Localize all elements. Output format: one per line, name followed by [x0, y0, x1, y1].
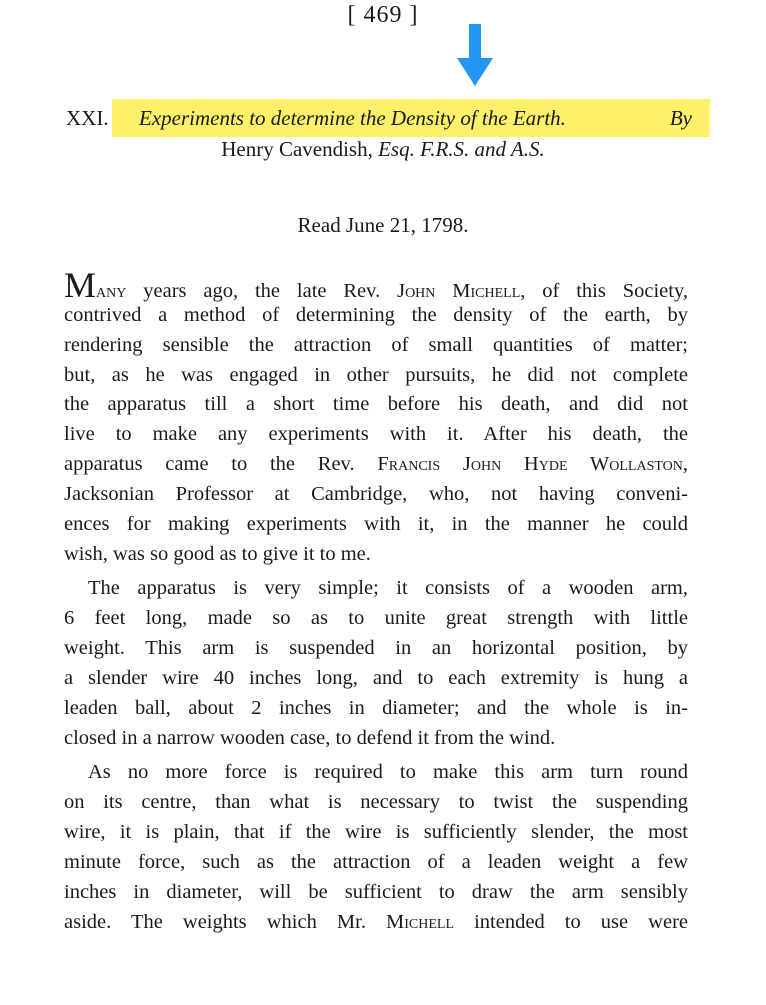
- text-line: wire, it is plain, that if the wire is sufficiently slender, the most: [64, 821, 688, 843]
- text-line: apparatus came to the Rev. Francis John Hyde Wollaston,: [64, 453, 688, 475]
- article-title: Experiments to determine the Density of the Earth.: [139, 106, 566, 130]
- text-line: Many years ago, the late Rev. John Michell, of this Society,: [64, 265, 689, 305]
- text-line: rendering sensible the attraction of small quantities of matter;: [64, 334, 688, 356]
- text-line: leaden ball, about 2 inches in diameter; and the whole is in-: [64, 697, 688, 719]
- article-heading: [66, 99, 690, 137]
- text-line: on its centre, than what is necessary to twist the suspending: [64, 791, 688, 813]
- person-name: Michell: [386, 911, 455, 933]
- text-line: closed in a narrow wooden case, to defend it from the wind.: [64, 727, 556, 749]
- person-name: John Michell: [397, 280, 521, 302]
- author-name: Henry Cavendish,: [221, 137, 373, 161]
- text-line: a slender wire 40 inches long, and to each extremity is hung a: [64, 667, 688, 689]
- text-line: contrived a method of determining the density of the earth, by: [64, 304, 688, 326]
- author-line: [0, 134, 766, 164]
- text-line: wish, was so good as to give it to me.: [64, 543, 371, 565]
- drop-cap-rest: any: [96, 280, 127, 302]
- text-line: minute force, such as the attraction of a leaden weight a few: [64, 851, 688, 873]
- text-line: but, as he was engaged in other pursuits, he did not complete: [64, 364, 688, 386]
- text-line: the apparatus till a short time before his death, and did not: [64, 393, 688, 415]
- read-date: Read June 21, 1798.: [297, 213, 469, 237]
- text-line: inches in diameter, will be sufficient to draw the arm sensibly: [64, 881, 688, 903]
- article-number: XXI.: [66, 106, 109, 130]
- text-line: The apparatus is very simple; it consists of a wooden arm,: [88, 577, 688, 599]
- text-line: live to make any experiments with it. After his death, the: [64, 423, 688, 445]
- pointer-arrow-icon: [455, 24, 495, 88]
- byline-by: By: [669, 106, 692, 130]
- author-titles: Esq. F.R.S. and A.S.: [378, 137, 545, 161]
- text-line: As no more force is required to make this arm turn round: [88, 761, 688, 783]
- text-line: Jacksonian Professor at Cambridge, who, not having conveni-: [64, 483, 688, 505]
- page-number: [ 469 ]: [347, 2, 419, 28]
- person-name: Francis John Hyde Wollaston: [377, 453, 683, 475]
- text-line: aside. The weights which Mr. Michell intended to use were: [64, 911, 689, 933]
- drop-cap: M: [64, 265, 97, 305]
- text-line: 6 feet long, made so as to unite great strength with little: [64, 607, 688, 629]
- text-line: ences for making experiments with it, in the manner he could: [64, 513, 688, 535]
- text-line: weight. This arm is suspended in an horizontal position, by: [64, 637, 688, 659]
